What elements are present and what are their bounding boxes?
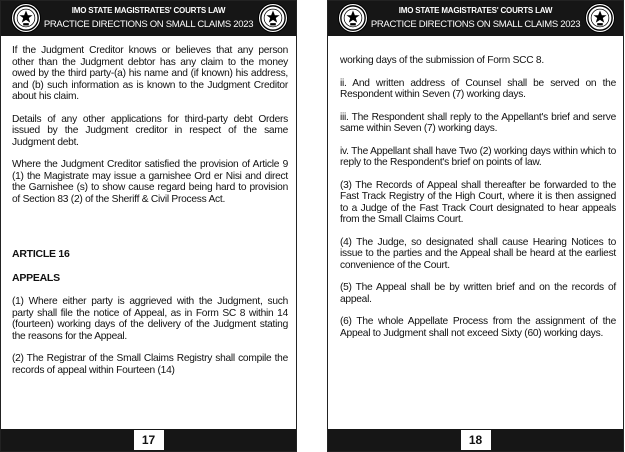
paragraph: (4) The Judge, so designated shall cause Hearing Notices to issue to the parties and the Appeal shall be heard at the earliest convenience of the Court. [340, 236, 616, 271]
page-body [340, 55, 616, 350]
paragraph: (3) The Records of Appeal shall thereafter be forwarded to the Fast Track Registry of the High Court, where it is then assigned to a Judge of the Fast Track Court designated to hear appeals from the Small Claims Court. [340, 179, 616, 225]
page-header [328, 1, 623, 36]
paragraph: Details of any other applications for third-party debt Orders issued by the Judgment creditor in respect of the same Judgment debt. [12, 113, 288, 148]
court-seal-icon [11, 3, 41, 33]
paragraph: (1) Where either party is aggrieved with the Judgment, such party shall file the notice of Appeal, as in Form SC 8 within 14 (fourteen) working days of the delivery of the Judgment stating the reasons for the Appeal. [12, 296, 288, 342]
page-header [1, 1, 296, 36]
court-seal-icon [258, 3, 288, 33]
paragraph: iii. The Respondent shall reply to the Appellant's brief and serve same within Seven (7) working days. [340, 111, 616, 134]
paragraph: Where the Judgment Creditor satisfied the provision of Article 9 (1) the Magistrate may issue a garnishee Ord er Nisi and direct the Garnishee (s) to show cause regard being hard to provision of Section 83 (2) of the Sheriff & Civil Process Act. [12, 159, 288, 205]
section-heading: APPEALS [12, 271, 60, 284]
booklet-page-18 [327, 0, 624, 452]
header-subtitle: PRACTICE DIRECTIONS ON SMALL CLAIMS 2023 [43, 19, 254, 30]
paragraph: (2) The Registrar of the Small Claims Registry shall compile the records of appeal within Fourteen (14) [12, 353, 288, 376]
header-subtitle: PRACTICE DIRECTIONS ON SMALL CLAIMS 2023 [370, 19, 581, 30]
paragraph: ii. And written address of Counsel shall be served on the Respondent within Seven (7) working days. [340, 77, 616, 100]
page-body [12, 45, 288, 387]
header-title: IMO STATE MAGISTRATES' COURTS LAW [71, 6, 226, 15]
article-heading: ARTICLE 16 [12, 248, 70, 260]
paragraph: If the Judgment Creditor knows or believes that any person other than the Judgment debtor has any claim to the money owed by the third party-(a) his name and (if known) his address, and (b) such information as is known to the Judgment Creditor about his claim. [12, 45, 288, 102]
court-seal-icon [338, 3, 368, 33]
page-footer [328, 429, 623, 451]
paragraph: (5) The Appeal shall be by written brief and on the records of appeal. [340, 282, 616, 305]
page-number: 17 [134, 430, 164, 450]
paragraph: working days of the submission of Form SCC 8. [340, 55, 544, 66]
paragraph: iv. The Appellant shall have Two (2) working days within which to reply to the Respondent's brief on points of law. [340, 145, 616, 168]
paragraph: (6) The whole Appellate Process from the assignment of the Appeal to Judgment shall not exceed Sixty (60) working days. [340, 316, 616, 339]
page-footer [1, 429, 296, 451]
booklet-page-17 [0, 0, 297, 452]
page-number: 18 [461, 430, 491, 450]
court-seal-icon [585, 3, 615, 33]
header-title: IMO STATE MAGISTRATES' COURTS LAW [398, 6, 553, 15]
